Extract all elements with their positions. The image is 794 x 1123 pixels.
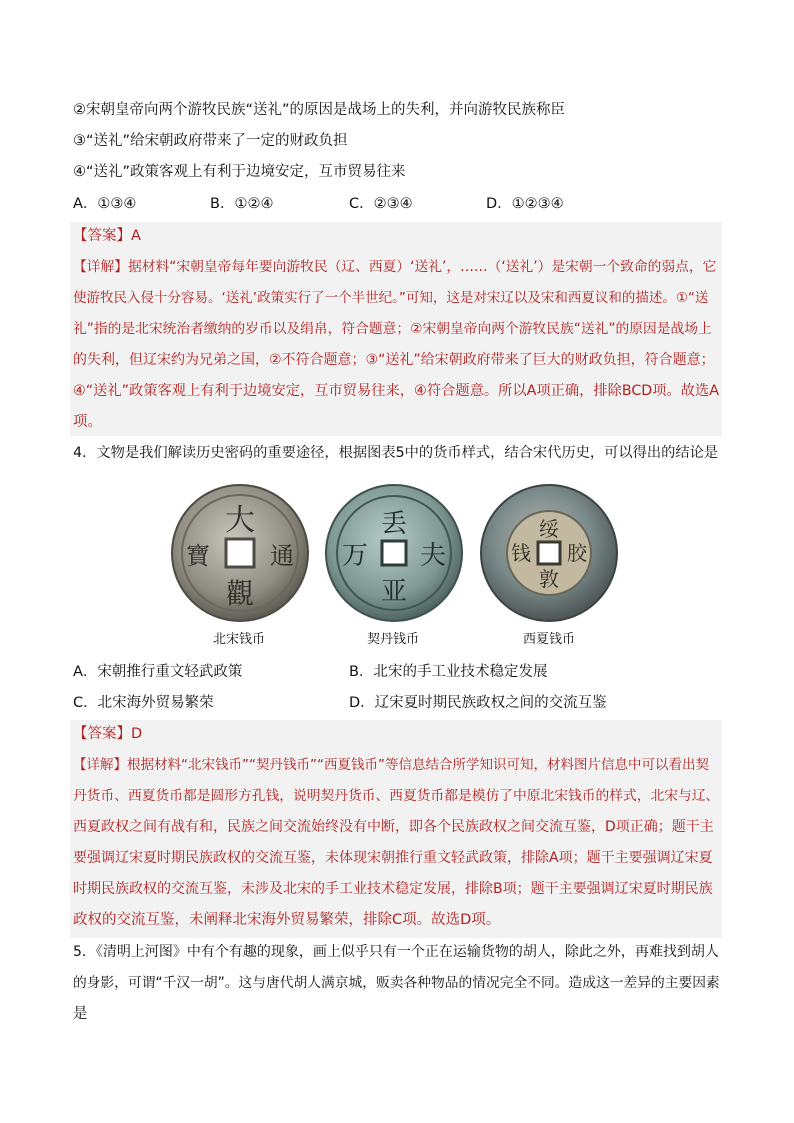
- q3-item-2: ②宋朝皇帝向两个游牧民族“送礼”的原因是战场上的失利，并向游牧民族称臣: [73, 102, 566, 118]
- q3-detail-line: 礼”指的是北宋统治者缴纳的岁币以及绢帛，符合题意；②宋朝皇帝向两个游牧民族“送礼”的原因是战场上: [73, 321, 712, 337]
- q3-detail-line: 项。: [73, 414, 102, 430]
- svg-text:胶: 胶: [567, 541, 587, 565]
- coin-label-northern-song: 北宋钱币: [213, 632, 266, 647]
- q4-detail-line: 政权的交流互鉴，未阐释北宋海外贸易繁荣，排除C项。故选D项。: [73, 912, 501, 928]
- q3-option-a: A．①③④: [73, 196, 137, 212]
- q4-answer-box: [70, 720, 722, 938]
- q3-detail-line: ④“送礼”政策客观上有利于边境安定，互市贸易往来，④符合题意。所以A项正确，排除BCD项。故选A: [73, 383, 720, 399]
- q3-option-c: C．②③④: [349, 196, 413, 212]
- svg-text:夫: 夫: [419, 541, 447, 571]
- q3-answer-box: [70, 222, 722, 436]
- western-xia-coin: [481, 485, 617, 621]
- coins-illustration: [165, 478, 625, 628]
- coin-figure: [165, 478, 625, 648]
- q4-option-d: D．辽宋夏时期民族政权之间的交流互鉴: [349, 695, 607, 711]
- svg-text:绥: 绥: [539, 517, 559, 541]
- svg-text:大: 大: [225, 503, 255, 538]
- q3-option-d: D．①②③④: [486, 196, 564, 212]
- q3-option-b: B．①②④: [210, 196, 274, 212]
- coin-label-khitan: 契丹钱币: [367, 632, 420, 647]
- q4-option-c: C．北宋海外贸易繁荣: [73, 695, 214, 711]
- q4-detail-line: 【详解】根据材料“北宋钱币”“契丹钱币”“西夏钱币”等信息结合所学知识可知，材料图片信息中可以看出契: [73, 757, 709, 773]
- svg-text:觀: 觀: [225, 577, 255, 610]
- q5-stem-line: 是: [73, 1006, 88, 1022]
- q5-stem-line: 的身影，可谓“千汉一胡”。这与唐代胡人满京城，贩卖各种物品的情况完全不同。造成这一差异的主要因素: [73, 975, 720, 991]
- svg-text:敦: 敦: [539, 567, 559, 591]
- q3-answer-label: 【答案】A: [73, 228, 141, 244]
- khitan-coin: [326, 485, 462, 621]
- q5-stem-line: 5．《清明上河图》中有个有趣的现象，画上似乎只有一个正在运输货物的胡人，除此之外，再难找到胡人: [73, 944, 719, 960]
- q4-option-b: B．北宋的手工业技术稳定发展: [349, 664, 548, 680]
- q4-option-a: A．宋朝推行重文轻武政策: [73, 664, 243, 680]
- q4-detail-line: 时期民族政权的交流互鉴，未涉及北宋的手工业技术稳定发展，排除B项；题干主要强调辽宋夏时期民族: [73, 881, 713, 897]
- svg-text:钱: 钱: [511, 541, 531, 565]
- q4-detail-line: 西夏政权之间有战有和，民族之间交流始终没有中断，即各个民族政权之间交流互鉴，D项正确；题干主: [73, 819, 714, 835]
- svg-text:丢: 丢: [380, 509, 408, 539]
- q4-detail-line: 丹货币、西夏货币都是圆形方孔钱，说明契丹货币、西夏货币都是模仿了中原北宋钱币的样式，北宋与辽、: [73, 788, 720, 804]
- q3-detail-line: 使游牧民入侵十分容易。‘送礼’政策实行了一个半世纪。”可知，这是对宋辽以及宋和西夏议和的描述。①“送: [73, 290, 709, 306]
- coin-label-western-xia: 西夏钱币: [523, 632, 576, 647]
- svg-text:亚: 亚: [380, 577, 408, 607]
- q3-item-3: ③“送礼”给宋朝政府带来了一定的财政负担: [73, 133, 348, 149]
- svg-text:万: 万: [341, 541, 369, 571]
- svg-text:寶: 寶: [186, 542, 210, 570]
- q3-detail-line: 的失利，但辽宋约为兄弟之国，②不符合题意；③“送礼”给宋朝政府带来了巨大的财政负担，符合题意；: [73, 352, 715, 368]
- q3-detail-line: 【详解】据材料“宋朝皇帝每年要向游牧民（辽、西夏）‘送礼’，……（‘送礼’）是宋朝一个致命的弱点，它: [73, 259, 717, 275]
- svg-text:通: 通: [270, 542, 294, 570]
- q4-stem: 4．文物是我们解读历史密码的重要途径，根据图表5中的货币样式，结合宋代历史，可以得出的结论是: [73, 445, 719, 461]
- q4-detail-line: 要强调辽宋夏时期民族政权的交流互鉴，未体现宋朝推行重文轻武政策，排除A项；题干主要强调辽宋夏: [73, 850, 713, 866]
- northern-song-coin: [172, 485, 308, 621]
- q3-item-4: ④“送礼”政策客观上有利于边境安定，互市贸易往来: [73, 164, 406, 180]
- q4-answer-label: 【答案】D: [73, 726, 143, 742]
